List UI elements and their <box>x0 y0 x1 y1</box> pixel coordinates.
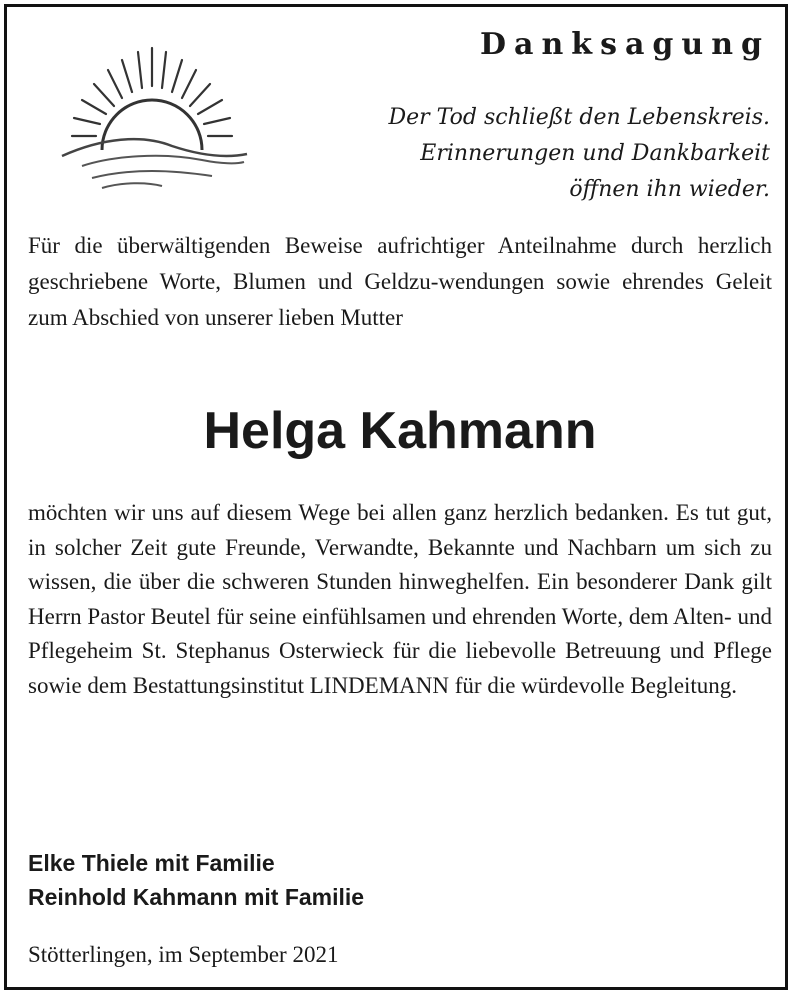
deceased-name: Helga Kahmann <box>203 402 597 460</box>
memorial-quote <box>389 100 771 208</box>
signers-block <box>28 846 364 914</box>
signer: Reinhold Kahmann mit Familie <box>28 884 365 910</box>
quote-line: Der Tod schließt den Lebenskreis. <box>388 105 770 130</box>
signer: Elke Thiele mit Familie <box>28 850 275 876</box>
thanks-paragraph: möchten wir uns auf diesem Wege bei allen ganz herzlich bedanken. Es tut gut, in solcher Zeit gute Freunde, Verwandte, Bekannte und Nachbarn um sich zu wissen, die über die schweren Stunden hinweghelfen. Ein besonderer Dank gilt Herrn Pastor Beutel für seine einfühlsamen und ehrenden Worte, dem Alten- und Pflegeheim St. Stephanus Osterwieck für die liebevolle Betreuung und Pflege sowie dem Bestattungsinstitut LINDEMANN für die würdevolle Begleitung. <box>28 500 772 698</box>
notice-heading: Danksagung <box>480 27 770 62</box>
quote-line: Erinnerungen und Dankbarkeit <box>420 141 770 166</box>
place-and-date: Stötterlingen, im September 2021 <box>28 942 339 967</box>
intro-paragraph: Für die überwältigenden Beweise aufrichtiger Anteilnahme durch herzlich geschriebene Worte, Blumen und Geldzu-wendungen sowie ehrendes Geleit zum Abschied von unserer lieben Mutter <box>28 233 772 330</box>
sunset-over-hills-icon <box>52 38 252 198</box>
quote-line: öffnen ihn wieder. <box>569 177 770 202</box>
